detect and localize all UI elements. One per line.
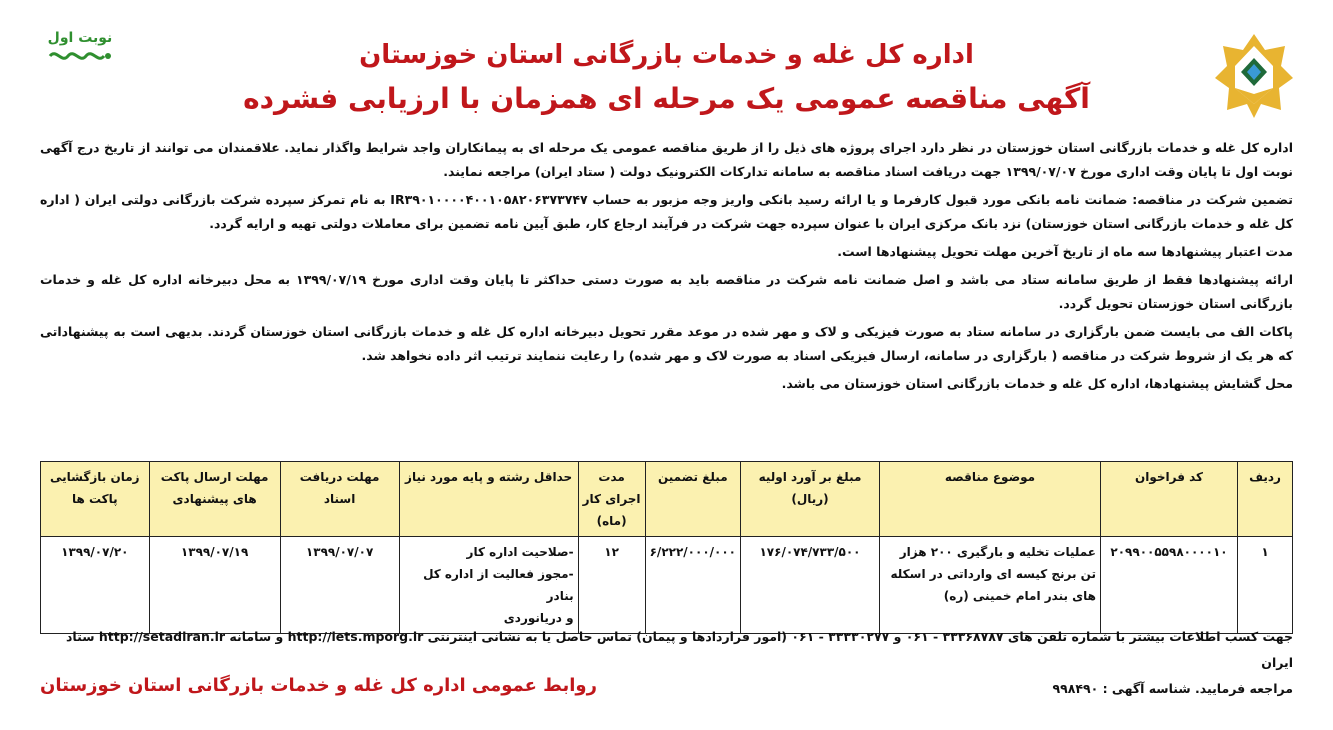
cell-estimate: ۱۷۶/۰۷۴/۷۳۳/۵۰۰	[741, 537, 880, 634]
paragraph-guarantee: تضمین شرکت در مناقصه: ضمانت نامه بانکی مورد قبول کارفرما و یا ارائه رسید بانکی واریز وجه مزبور به حساب IR۳۹۰۱۰۰۰۰۴۰۰۱۰۵۸۲۰۶۳۷۳۷۴۷ به نام تمرکز سپرده شرکت بازرگانی دولتی ایران ( اداره کل غله و خدمات بازرگانی استان خوزستان) نزد بانک مرکزی ایران با عنوان سپرده جهت شرکت در فرآیند ارجاع کار، طبق آیین نامه تضمین برای معاملات دولتی تهیه و ارایه گردد.	[40, 192, 1293, 231]
paragraph-validity: مدت اعتبار پیشنهادها سه ماه از تاریخ آخرین مهلت تحویل پیشنهادها است.	[837, 244, 1293, 259]
col-code: کد فراخوان	[1101, 462, 1238, 537]
cell-submit-deadline: ۱۳۹۹/۰۷/۱۹	[149, 537, 280, 634]
col-estimate: مبلغ بر آورد اولیه (ریال)	[741, 462, 880, 537]
cell-opening: ۱۳۹۹/۰۷/۲۰	[41, 537, 150, 634]
cell-code: ۲۰۹۹۰۰۵۵۹۸۰۰۰۰۱۰	[1101, 537, 1238, 634]
col-submit-deadline: مهلت ارسال پاکت های پیشنهادی	[149, 462, 280, 537]
tender-table	[40, 461, 1293, 634]
table-row	[41, 537, 1293, 634]
star-emblem-icon	[1215, 32, 1293, 118]
tender-title: آگهی مناقصه عمومی یک مرحله ای همزمان با ارزیابی فشرده	[243, 82, 1090, 115]
wave-icon	[48, 48, 112, 64]
col-doc-deadline: مهلت دریافت اسناد	[280, 462, 399, 537]
col-requirements: حداقل رشته و پایه مورد نیاز	[399, 462, 578, 537]
cell-index: ۱	[1238, 537, 1293, 634]
organization-title: اداره کل غله و خدمات بازرگانی استان خوزستان	[359, 40, 974, 70]
cell-duration: ۱۲	[578, 537, 645, 634]
requirement-ports-cont: و دریانوردی	[503, 611, 574, 625]
first-notice-badge	[40, 30, 120, 64]
public-relations-signature: روابط عمومی اداره کل غله و خدمات بازرگانی استان خوزستان	[40, 675, 597, 696]
paragraph-envelopes: پاکات الف می بایست ضمن بارگزاری در سامانه ستاد به صورت فیزیکی و لاک و مهر شده در موعد مقرر تحویل دبیرخانه اداره کل غله و خدمات بازرگانی استان خوزستان گردند. بدیهی است به پیشنهاداتی که هر یک از شروط شرکت در مناقصه ( بارگزاری در سامانه، ارسال فیزیکی اسناد به صورت لاک و مهر شده) را رعایت ننمایند ترتیب اثر داده نخواهد شد.	[40, 324, 1293, 363]
notice-id-line: مراجعه فرمایید. شناسه آگهی : ۹۹۸۴۹۰	[1052, 681, 1293, 696]
paragraph-opening-location: محل گشایش پیشنهادها، اداره کل غله و خدمات بازرگانی استان خوزستان می باشد.	[781, 376, 1293, 391]
requirement-labour: -صلاحیت اداره کار	[466, 545, 574, 559]
organization-logo	[1215, 32, 1293, 118]
col-index: ردیف	[1238, 462, 1293, 537]
col-guarantee: مبلغ تضمین	[645, 462, 740, 537]
col-duration: مدت اجرای کار (ماه)	[578, 462, 645, 537]
requirement-ports: -مجوز فعالیت از اداره کل بنادر	[423, 567, 574, 603]
cell-requirements	[399, 537, 578, 634]
advertisement-body	[40, 136, 1293, 400]
table-header-row	[41, 462, 1293, 537]
paragraph-submission: ارائه پیشنهادها فقط از طریق سامانه ستاد می باشد و اصل ضمانت نامه شرکت در مناقصه باید به صورت دستی حداکثر تا پایان وقت اداری مورخ ۱۳۹۹/۰۷/۱۹ به محل دبیرخانه اداره کل غله و خدمات بازرگانی استان خوزستان تحویل گردد.	[40, 272, 1293, 311]
badge-label: نوبت اول	[47, 30, 113, 46]
contact-line: جهت کسب اطلاعات بیشتر با شماره تلفن های ۳۳۳۶۸۷۸۷ - ۰۶۱ و ۳۳۳۳۰۲۷۷ - ۰۶۱ (امور قراردادها و پیمان) تماس حاصل یا به نشانی اینترنتی http://iets.mporg.ir و سامانه http://setadiran.ir ستاد ایران	[66, 629, 1293, 670]
cell-guarantee: ۶/۲۲۲/۰۰۰/۰۰۰	[645, 537, 740, 634]
paragraph-intro: اداره کل غله و خدمات بازرگانی استان خوزستان در نظر دارد اجرای پروژه های ذیل را از طریق مناقصه عمومی یک مرحله ای به پیمانکاران واجد شرایط واگذار نماید. علاقمندان می توانند از تاریخ درج آگهی نوبت اول تا پایان وقت اداری مورخ ۱۳۹۹/۰۷/۰۷ جهت دریافت اسناد مناقصه به سامانه تدارکات الکترونیک دولت ( ستاد ایران) مراجعه نمایند.	[40, 140, 1293, 179]
col-opening: زمان بازگشایی پاکت ها	[41, 462, 150, 537]
cell-doc-deadline: ۱۳۹۹/۰۷/۰۷	[280, 537, 399, 634]
col-subject: موضوع مناقصه	[880, 462, 1101, 537]
cell-subject: عملیات تخلیه و بارگیری ۲۰۰ هزار تن برنج کیسه ای وارداتی در اسکله های بندر امام خمینی (ره)	[880, 537, 1101, 634]
